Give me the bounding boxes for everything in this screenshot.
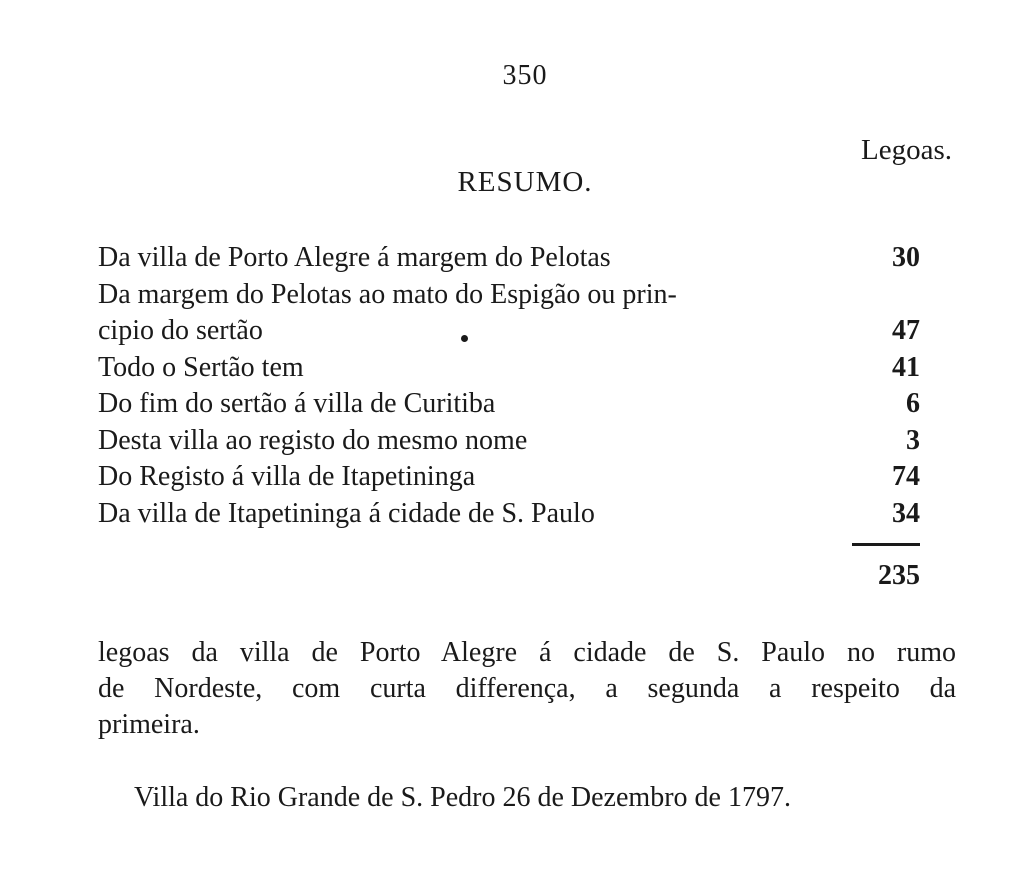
- summary-row: [98, 350, 920, 387]
- date-signature-line: Villa do Rio Grande de S. Pedro 26 de Dezembro de 1797.: [134, 782, 791, 813]
- row-value: 47: [892, 315, 920, 346]
- row-value: 30: [892, 242, 920, 273]
- row-label: Da margem do Pelotas ao mato do Espigão ou prin-: [98, 278, 677, 310]
- paragraph-line: de Nordeste, com curta differença, a segunda a respeito da: [98, 673, 956, 704]
- row-label: Desta villa ao registo do mesmo nome: [98, 424, 528, 456]
- summary-row: [98, 313, 920, 350]
- summary-row: [98, 240, 920, 277]
- summary-row: [98, 496, 920, 533]
- row-value: 74: [892, 461, 920, 492]
- section-title: RESUMO.: [457, 166, 593, 198]
- row-label: Do fim do sertão á villa de Curitiba: [98, 388, 496, 419]
- total-rule: [852, 543, 920, 546]
- row-label: Do Registo á villa de Itapetininga: [98, 461, 476, 492]
- total-value: 235: [878, 560, 920, 591]
- closing-paragraph: [98, 635, 956, 743]
- paragraph-line: legoas da villa de Porto Alegre á cidade de S. Paulo no rumo: [98, 637, 956, 668]
- row-label: Da villa de Porto Alegre á margem do Pelotas: [98, 242, 611, 273]
- summary-row: [98, 277, 920, 314]
- paragraph-line: primeira.: [98, 709, 200, 740]
- row-value: 3: [906, 424, 920, 456]
- summary-table: [98, 240, 920, 532]
- row-value: 6: [906, 388, 920, 419]
- ink-speck: [461, 335, 468, 342]
- row-value: 41: [892, 351, 920, 383]
- row-label: cipio do sertão: [98, 315, 263, 346]
- row-value: 34: [892, 497, 920, 529]
- row-label: Todo o Sertão tem: [98, 351, 304, 383]
- summary-row: [98, 459, 920, 496]
- summary-row: [98, 423, 920, 460]
- page-number: 350: [502, 60, 548, 91]
- summary-row: [98, 386, 920, 423]
- unit-column-header: Legoas.: [861, 134, 952, 166]
- row-label: Da villa de Itapetininga á cidade de S. Paulo: [98, 497, 595, 529]
